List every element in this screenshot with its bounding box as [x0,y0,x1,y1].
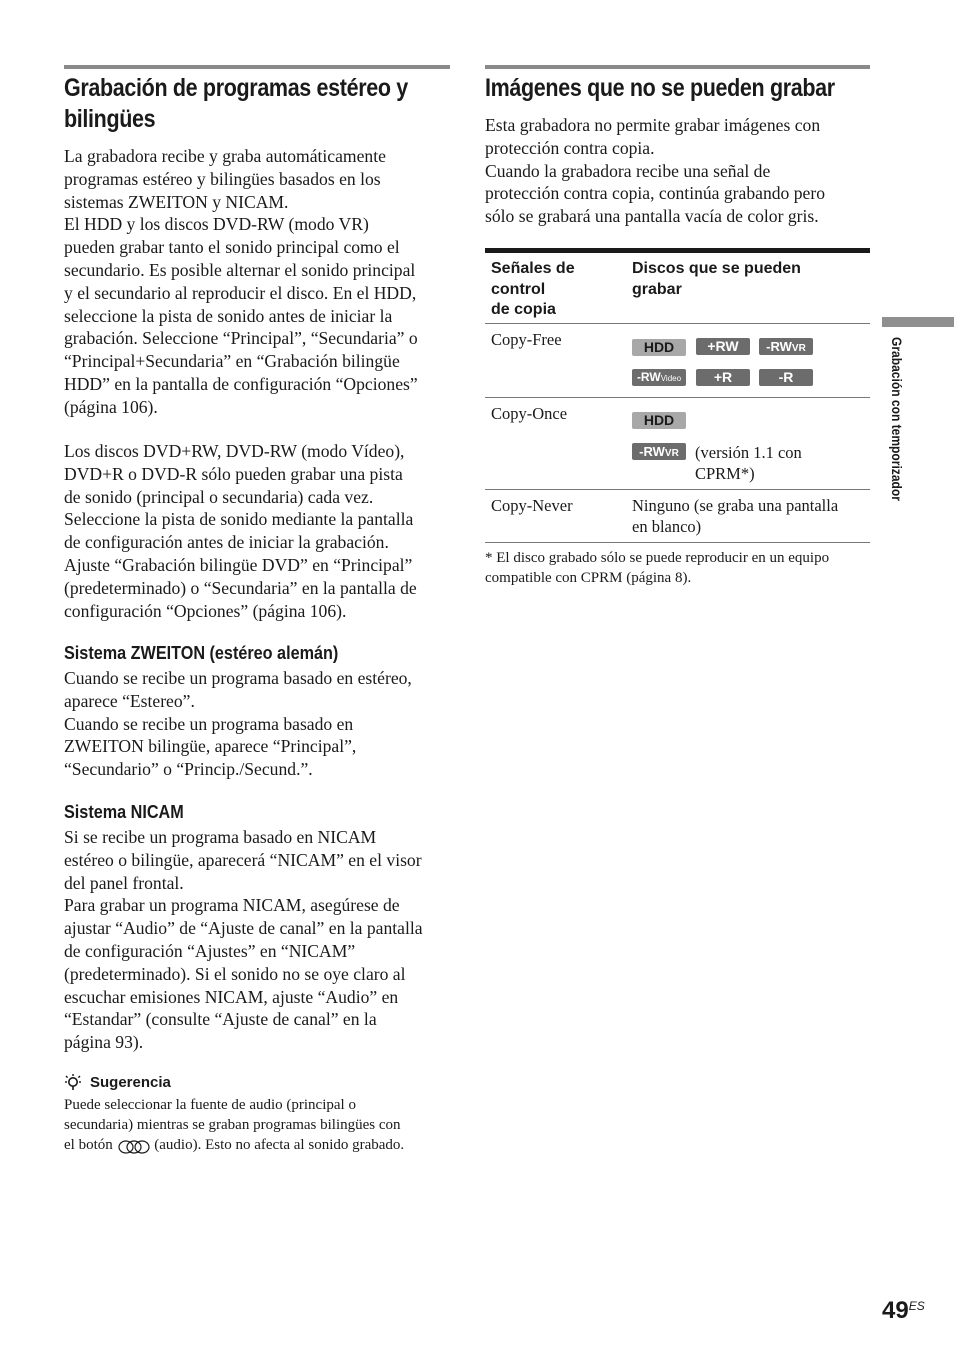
cprm-note: (versión 1.1 con CPRM*) [695,443,802,483]
page-language-suffix: ES [908,1299,925,1313]
row-discs-copy-never: Ninguno (se graba una pantalla en blanco) [632,496,839,536]
table-footnote: * El disco grabado sólo se puede reproducir en un equipo compatible con CPRM (página 8). [485,550,830,586]
left-section-title-text: Grabación de programas estéreo y bilingües [64,74,408,133]
table-row [485,398,870,490]
side-tab-label [886,337,908,557]
zweiton-heading-text: Sistema ZWEITON (estéreo alemán) [64,643,339,663]
copy-control-table [485,248,870,543]
table-header-discs: Discos que se pueden grabar [632,260,801,298]
tip-text-part-1: Puede seleccionar la fuente de audio (principal o secundaria) mientras se graban programas bilingües con el botón [64,1097,401,1153]
tip-text [64,1095,464,1155]
plus-r-badge: +R [696,369,750,386]
nicam-heading-text: Sistema NICAM [64,802,184,822]
minus-r-badge: -R [759,369,813,386]
zweiton-paragraph: Cuando se recibe un programa basado en estéreo, aparece “Estereo”. Cuando se recibe un programa basado en ZWEITON bilingüe, aparece “Principal”, “Secundario” o “Princip./Secund.”. [64,668,412,780]
page-number-value: 49 [882,1297,909,1324]
hdd-badge: HDD [632,339,686,356]
right-section-title-text: Imágenes que no se pueden grabar [485,74,835,102]
minus-rw-vr-badge: -RWVR [759,338,813,355]
audio-button-icon [117,1138,151,1154]
hdd-badge: HDD [632,412,686,429]
minus-rw-vr-badge: -RWVR [632,443,686,460]
plus-rw-badge: +RW [696,338,750,355]
left-paragraph-1: La grabadora recibe y graba automáticamente programas estéreo y bilingües basados en los sistemas ZWEITON y NICAM. El HDD y los discos DVD-RW (modo VR) pueden grabar tanto el sonido principal como el secundario. Es posible alternar el sonido principal y el secundario al reproducir el disco. En el HDD, seleccione la pista de sonido antes de iniciar la grabación. Seleccione “Principal”, “Secundaria” o “Principal+Secundaria” en “Grabación bilingüe HDD” en la pantalla de configuración “Opciones” (página 106). [64,146,418,417]
side-tab-bar [882,317,954,327]
table-row [485,490,870,543]
right-section-title [485,65,870,104]
lightbulb-icon [64,1073,82,1093]
table-header-row [485,253,870,324]
side-tab-label-text: Grabación con temporizador [889,337,905,501]
minus-rw-video-badge: -RWVideo [632,369,686,386]
row-signal-copy-once: Copy-Once [491,404,568,423]
left-paragraph-2: Los discos DVD+RW, DVD-RW (modo Vídeo), DVD+R o DVD-R sólo pueden grabar una pista de sonido (principal o secundaria) cada vez. Seleccione la pista de sonido mediante la pantalla de configuración antes de iniciar la grabación. Ajuste “Grabación bilingüe DVD” en “Principal” (predeterminado) o “Secundaria” en la pantalla de configuración “Opciones” (página 106). [64,441,417,621]
page-number [882,1297,925,1325]
row-signal-copy-never: Copy-Never [491,496,573,515]
table-header-signal: Señales de control de copia [491,260,575,318]
table-row [485,324,870,398]
zweiton-heading [64,642,369,664]
nicam-heading [64,801,197,823]
tip-text-part-2: (audio). Esto no afecta al sonido grabado. [154,1137,405,1153]
right-paragraph-1: Esta grabadora no permite grabar imágenes con protección contra copia. Cuando la grabadora recibe una señal de protección contra copia, continúa grabando pero sólo se grabará una pantalla vacía de color gris. [485,115,826,227]
row-signal-copy-free: Copy-Free [491,330,562,349]
tip-label: Sugerencia [90,1074,171,1091]
nicam-paragraph: Si se recibe un programa basado en NICAM estéreo o bilingüe, aparecerá “NICAM” en el visor del panel frontal. Para grabar un programa NICAM, asegúrese de ajustar “Audio” de “Ajuste de canal” en la pantalla de configuración “Ajustes” en “NICAM” (predeterminado). Si el sonido no se oye claro al escuchar emisiones NICAM, ajuste “Audio” en “Estandar” (consulte “Ajuste de canal” en la página 93). [64,827,423,1053]
left-section-title [64,65,450,135]
